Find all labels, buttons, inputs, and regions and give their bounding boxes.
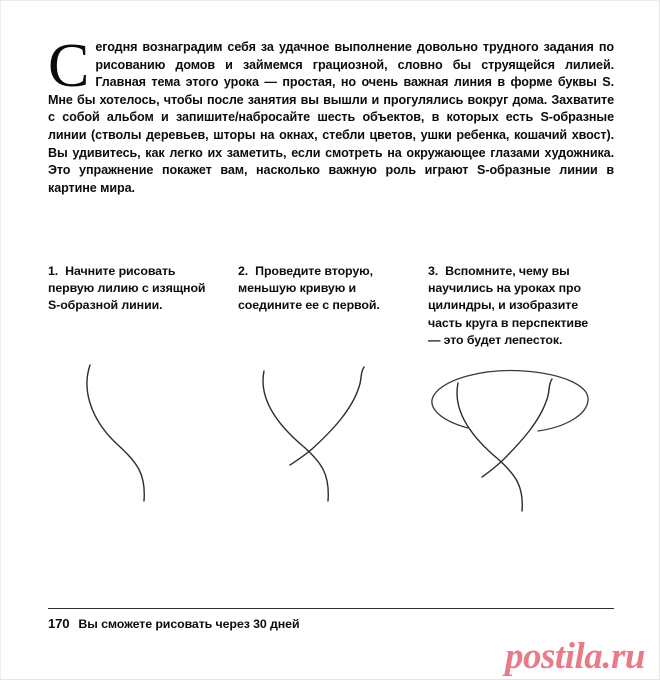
article-body — [48, 32, 614, 197]
figure-curves-with-ellipse — [426, 353, 601, 518]
running-title: Вы сможете рисовать через 30 дней — [78, 617, 300, 631]
step-item — [428, 263, 618, 349]
step-text — [48, 263, 216, 315]
figures-row — [48, 353, 623, 533]
step-text — [428, 263, 596, 349]
drop-cap-letter: С — [48, 32, 90, 100]
step-text — [238, 263, 406, 315]
postila-watermark: postila.ru — [505, 636, 645, 677]
article-paragraph: егодня вознаградим себя за удачное выполнение довольно трудного задания по рисованию домов и займемся грациозной, словно бы струящейся лилией. Главная тема этого урока — простая, но очень важная линия в форме буквы S. Мне бы хотелось, чтобы после занятия вы вышли и прогулялись вокруг дома. Захватите с собой альбом и запишите/набросайте шесть объектов, в которых есть S-образные линии (стволы деревьев, шторы на окнах, стебли цветов, ушки ребенка, кошачий хвост). Вы удивитесь, как легко их заметить, если смотреть на окружающее глазами художника. Это упражнение покажет вам, насколько важную роль играют S-образные линии в картине мира. — [48, 40, 614, 195]
right-curve-path — [290, 367, 364, 465]
steps-list — [48, 263, 618, 349]
s-curve-path — [87, 365, 144, 501]
petal-illustration — [426, 353, 601, 518]
step-description: Проведите вторую, меньшую кривую и соедините ее с первой. — [238, 264, 380, 313]
step-description: Вспомните, чему вы научились на уроках про цилиндры, и изобразите часть круга в перспективе — это будет лепесток. — [428, 264, 589, 347]
figure-two-joined-curves — [246, 353, 396, 513]
step-number: 3. — [428, 264, 439, 278]
joined-curves-illustration — [246, 353, 396, 513]
left-curve-path — [457, 383, 522, 511]
right-curve-path — [482, 379, 552, 477]
page-footer — [48, 616, 299, 631]
step-number: 2. — [238, 264, 249, 278]
page-number: 170 — [48, 616, 70, 631]
figure-single-s-curve — [56, 353, 186, 513]
footer-divider — [48, 608, 614, 609]
perspective-ellipse-path — [432, 371, 588, 431]
left-curve-path — [263, 371, 328, 501]
step-item — [48, 263, 238, 349]
step-item — [238, 263, 428, 349]
step-description: Начните рисовать первую лилию с изящной S-образной линии. — [48, 264, 206, 313]
step-number: 1. — [48, 264, 59, 278]
s-curve-illustration — [56, 353, 186, 513]
